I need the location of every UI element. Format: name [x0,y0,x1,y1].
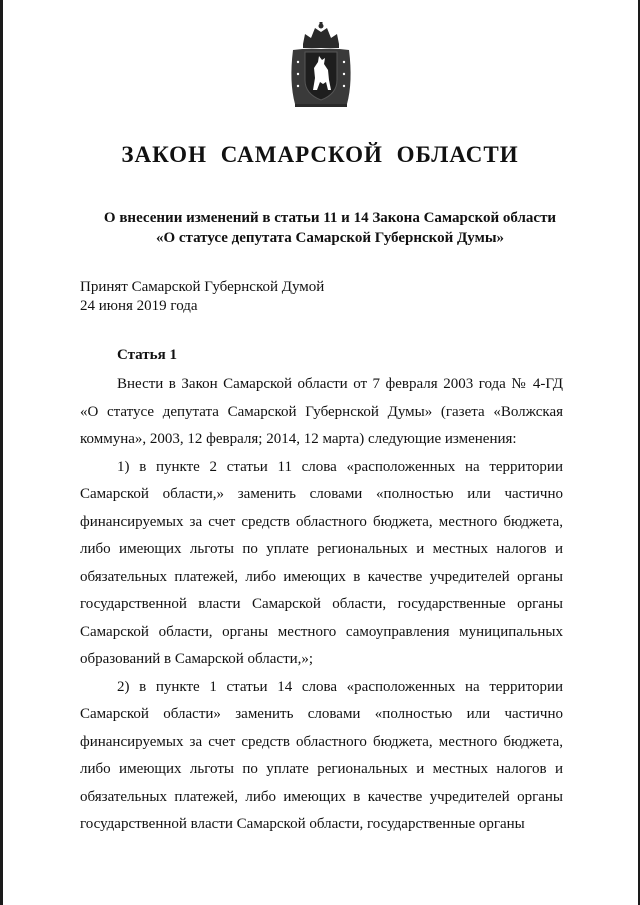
paragraph-item-1: 1) в пункте 2 статьи 11 слова «расположенных на территории Самарской области,» заменить словами «полностью или частично финансируемых за счет средств областного бюджета, местного бюджета, либо имеющих льготы по уплате региональных и местных налогов и обязательных платежей, либо имеющих в качестве учредителей органы государственной власти Самарской области, государственные органы Самарской области, органы местного самоуправления муниципальных образований в Самарской области,»; [80,458,563,667]
article-heading: Статья 1 [117,347,177,363]
document-title: ЗАКОН САМАРСКОЙ ОБЛАСТИ [121,142,519,167]
paragraph-intro: Внести в Закон Самарской области от 7 февраля 2003 года № 4-ГД «О статусе депутата Самарской Губернской Думы» (газета «Волжская коммуна», 2003, 12 февраля; 2014, 12 марта) следующие изменения: [80,376,563,447]
subtitle-line-1: О внесении изменений в статьи 11 и 14 Закона Самарской области [103,210,557,226]
samara-coat-of-arms-icon [285,22,357,110]
paragraph-item-2: 2) в пункте 1 статьи 14 слова «расположенных на территории Самарской области» заменить словами «полностью или частично финансируемых за счет средств областного бюджета, местного бюджета, либо имеющих льготы по уплате региональных и местных налогов и обязательных платежей, либо имеющих в качестве учредителей органы государственной власти Самарской области, государственные органы [80,678,563,832]
adopted-by: Принят Самарской Губернской Думой [80,279,325,295]
subtitle-line-2: «О статусе депутата Самарской Губернской Думы» [155,230,505,246]
adopted-date: 24 июня 2019 года [80,298,198,314]
adoption-block [80,278,324,316]
document-subtitle [60,208,600,248]
article-body [80,371,563,839]
scan-edge-left [0,0,3,905]
